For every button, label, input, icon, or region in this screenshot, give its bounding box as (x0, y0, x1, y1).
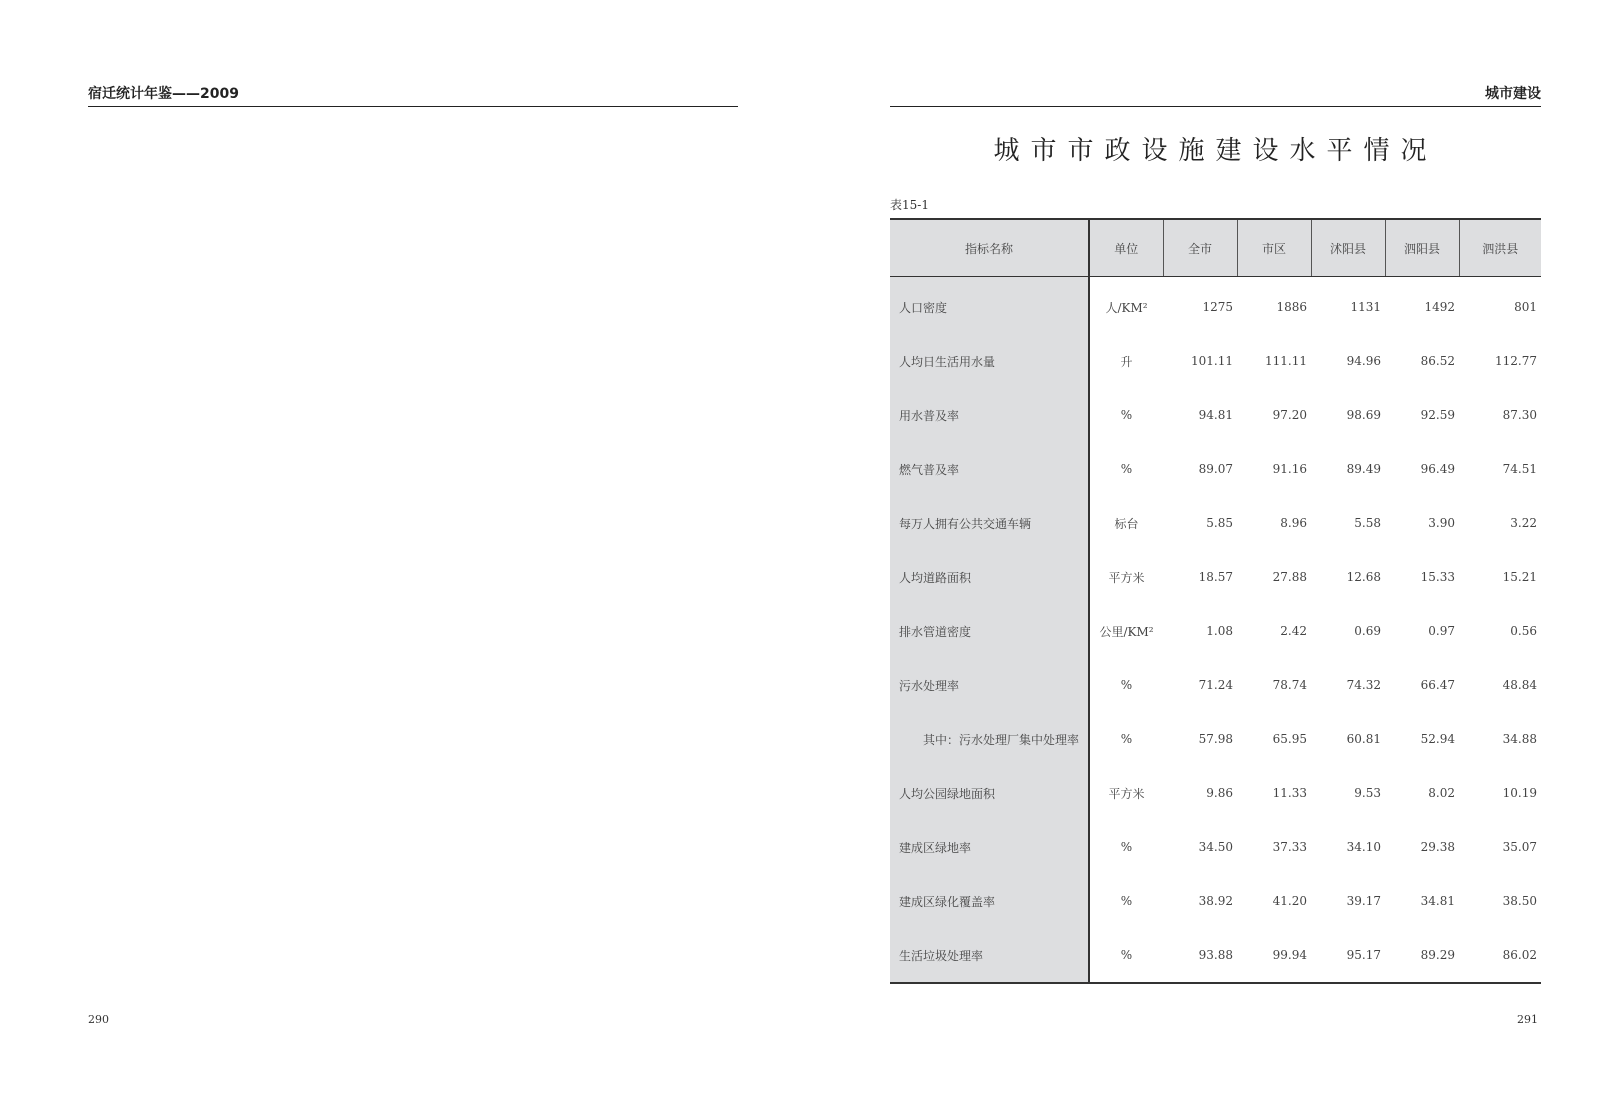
cell-shuyang: 9.53 (1354, 786, 1381, 800)
cell-shuyang: 60.81 (1346, 732, 1381, 746)
cell-siyang: 3.90 (1428, 516, 1455, 530)
table-row (890, 442, 1541, 496)
cell-sihong: 10.19 (1502, 786, 1537, 800)
cell-shuyang: 39.17 (1346, 894, 1381, 908)
row-label: 人均公园绿地面积 (890, 766, 1089, 820)
cell-shuyang: 74.32 (1346, 678, 1381, 692)
row-unit: 人/KM² (1105, 300, 1148, 315)
cell-shuyang: 1131 (1350, 300, 1381, 314)
cell-urban-district: 27.88 (1272, 570, 1307, 584)
column-header-siyang: 泗阳县 (1385, 219, 1459, 277)
cell-sihong: 38.50 (1502, 894, 1537, 908)
cell-urban-district: 65.95 (1272, 732, 1307, 746)
cell-sihong: 0.56 (1510, 624, 1537, 638)
row-label: 燃气普及率 (890, 442, 1089, 496)
cell-whole-city: 71.24 (1198, 678, 1233, 692)
table-row (890, 658, 1541, 712)
row-label: 建成区绿化覆盖率 (890, 874, 1089, 928)
column-header-urban-district: 市区 (1237, 219, 1311, 277)
cell-whole-city: 38.92 (1198, 894, 1233, 908)
row-label: 人均道路面积 (890, 550, 1089, 604)
cell-siyang: 34.81 (1420, 894, 1455, 908)
row-label: 用水普及率 (890, 388, 1089, 442)
cell-sihong: 15.21 (1502, 570, 1537, 584)
row-label: 生活垃圾处理率 (890, 928, 1089, 983)
cell-whole-city: 1275 (1202, 300, 1233, 314)
row-unit: % (1120, 408, 1133, 422)
row-unit: 平方米 (1108, 570, 1145, 585)
cell-sihong: 74.51 (1502, 462, 1537, 476)
cell-sihong: 34.88 (1502, 732, 1537, 746)
cell-siyang: 66.47 (1420, 678, 1455, 692)
table-row (890, 604, 1541, 658)
row-label: 排水管道密度 (890, 604, 1089, 658)
cell-urban-district: 111.11 (1265, 354, 1307, 368)
cell-siyang: 96.49 (1420, 462, 1455, 476)
table-row (890, 388, 1541, 442)
yearbook-running-title: 宿迁统计年鉴——2009 (88, 86, 239, 102)
column-header-whole-city: 全市 (1163, 219, 1237, 277)
table-row (890, 277, 1541, 335)
page-title: 城市市政设施建设水平情况 (993, 136, 1438, 166)
table-row (890, 712, 1541, 766)
row-unit: 公里/KM² (1099, 624, 1154, 639)
cell-urban-district: 11.33 (1272, 786, 1307, 800)
column-header-unit: 单位 (1089, 219, 1163, 277)
table-row (890, 820, 1541, 874)
cell-urban-district: 1886 (1276, 300, 1307, 314)
table-row (890, 766, 1541, 820)
left-page-number: 290 (88, 1013, 109, 1026)
cell-whole-city: 9.86 (1206, 786, 1233, 800)
cell-siyang: 8.02 (1428, 786, 1455, 800)
table-number: 表15-1 (890, 198, 929, 212)
row-unit: % (1120, 840, 1133, 854)
cell-shuyang: 98.69 (1346, 408, 1381, 422)
right-page-number: 291 (1517, 1013, 1538, 1026)
cell-shuyang: 94.96 (1346, 354, 1381, 368)
cell-sihong: 48.84 (1502, 678, 1537, 692)
cell-sihong: 112.77 (1495, 354, 1537, 368)
table-row (890, 550, 1541, 604)
cell-whole-city: 18.57 (1198, 570, 1233, 584)
cell-whole-city: 89.07 (1198, 462, 1233, 476)
row-label: 人口密度 (890, 277, 1089, 335)
row-unit: 升 (1120, 354, 1133, 369)
column-header-shuyang: 沭阳县 (1311, 219, 1385, 277)
cell-shuyang: 5.58 (1354, 516, 1381, 530)
column-header-indicator-name: 指标名称 (890, 219, 1089, 277)
right-page-header (890, 84, 1541, 107)
cell-shuyang: 0.69 (1354, 624, 1381, 638)
cell-shuyang: 89.49 (1346, 462, 1381, 476)
cell-siyang: 1492 (1424, 300, 1455, 314)
cell-whole-city: 5.85 (1206, 516, 1233, 530)
cell-sihong: 801 (1514, 300, 1537, 314)
cell-urban-district: 97.20 (1272, 408, 1307, 422)
cell-urban-district: 91.16 (1272, 462, 1307, 476)
cell-shuyang: 34.10 (1346, 840, 1381, 854)
row-label: 建成区绿地率 (890, 820, 1089, 874)
cell-sihong: 35.07 (1502, 840, 1537, 854)
table-row (890, 334, 1541, 388)
cell-shuyang: 12.68 (1346, 570, 1381, 584)
cell-whole-city: 1.08 (1206, 624, 1233, 638)
row-label: 污水处理率 (890, 658, 1089, 712)
row-label: 其中：污水处理厂集中处理率 (890, 712, 1089, 766)
statistics-table (890, 218, 1541, 984)
cell-sihong: 86.02 (1502, 948, 1537, 962)
row-label: 每万人拥有公共交通车辆 (890, 496, 1089, 550)
cell-siyang: 15.33 (1420, 570, 1455, 584)
section-name: 城市建设 (1485, 86, 1541, 102)
column-header-sihong: 泗洪县 (1459, 219, 1541, 277)
row-unit: 标台 (1114, 516, 1139, 531)
row-label: 人均日生活用水量 (890, 334, 1089, 388)
cell-siyang: 89.29 (1420, 948, 1455, 962)
row-unit: % (1120, 894, 1133, 908)
cell-urban-district: 37.33 (1272, 840, 1307, 854)
cell-sihong: 3.22 (1510, 516, 1537, 530)
table-header-row (890, 219, 1541, 277)
cell-siyang: 92.59 (1420, 408, 1455, 422)
cell-whole-city: 101.11 (1191, 354, 1233, 368)
row-unit: % (1120, 948, 1133, 962)
cell-urban-district: 41.20 (1272, 894, 1307, 908)
row-unit: % (1120, 462, 1133, 476)
left-page-header (88, 84, 738, 107)
cell-shuyang: 95.17 (1346, 948, 1381, 962)
cell-siyang: 29.38 (1420, 840, 1455, 854)
row-unit: % (1120, 678, 1133, 692)
cell-whole-city: 34.50 (1198, 840, 1233, 854)
cell-siyang: 52.94 (1420, 732, 1455, 746)
row-unit: % (1120, 732, 1133, 746)
table-row (890, 874, 1541, 928)
cell-urban-district: 8.96 (1280, 516, 1307, 530)
cell-whole-city: 57.98 (1198, 732, 1233, 746)
cell-whole-city: 94.81 (1198, 408, 1233, 422)
cell-siyang: 86.52 (1420, 354, 1455, 368)
row-unit: 平方米 (1108, 786, 1145, 801)
table-row (890, 928, 1541, 983)
cell-urban-district: 2.42 (1280, 624, 1307, 638)
cell-urban-district: 99.94 (1272, 948, 1307, 962)
cell-urban-district: 78.74 (1272, 678, 1307, 692)
cell-siyang: 0.97 (1428, 624, 1455, 638)
cell-whole-city: 93.88 (1198, 948, 1233, 962)
table-row (890, 496, 1541, 550)
cell-sihong: 87.30 (1502, 408, 1537, 422)
